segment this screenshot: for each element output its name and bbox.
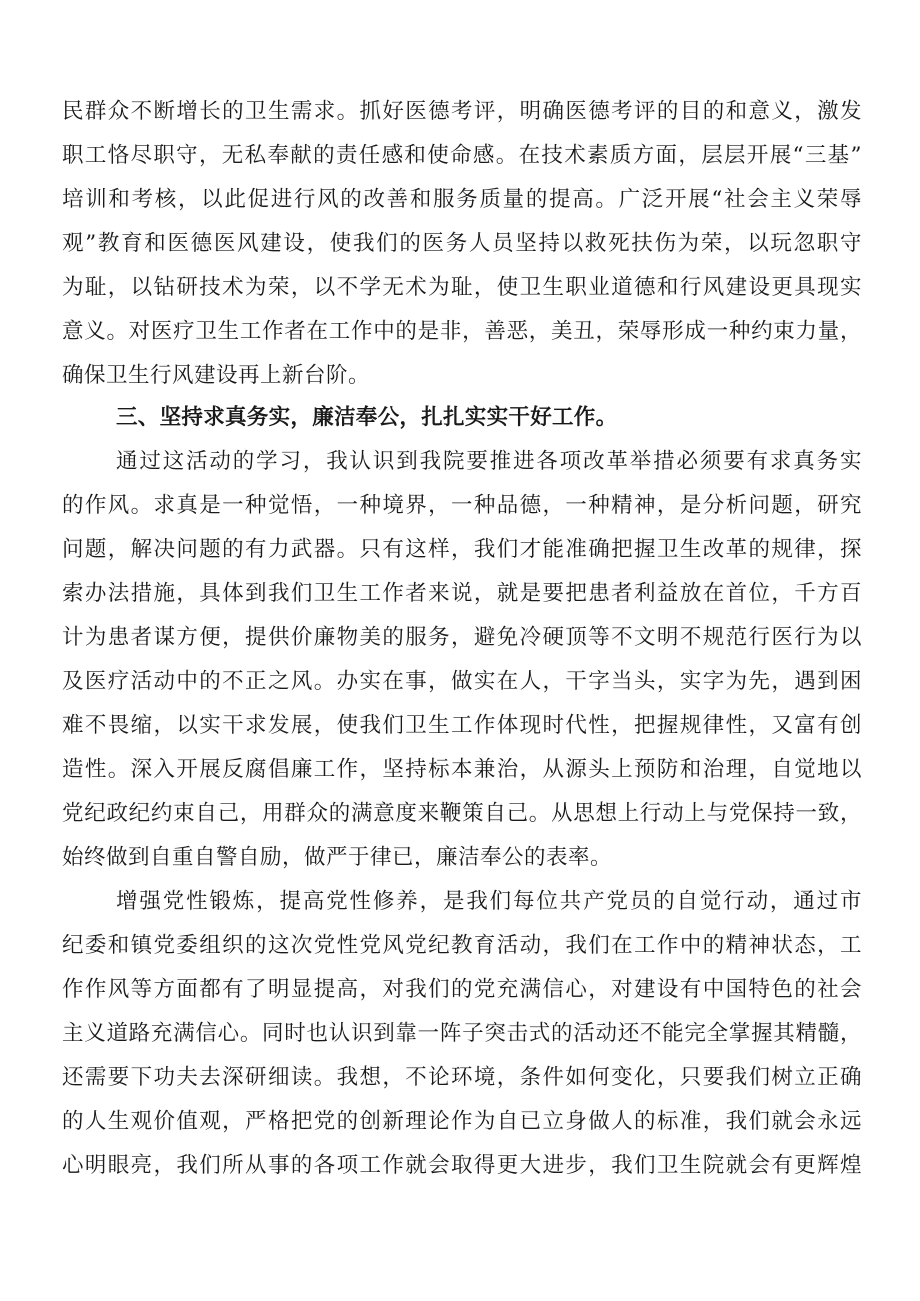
- text-line: 职工恪尽职守，无私奉献的责任感和使命感。在技术素质方面，层层开展“三基”: [62, 143, 862, 168]
- text-line: 意义。对医疗卫生工作者在工作中的是非，善恶，美丑，荣辱形成一种约束力量，: [62, 319, 862, 344]
- text-line: 党纪政纪约束自己，用群众的满意度来鞭策自己。从思想上行动上与党保持一致，: [62, 801, 862, 826]
- text-line: 增强党性锻炼，提高党性修养，是我们每位共产党员的自觉行动，通过市: [116, 889, 862, 914]
- text-line: 的作风。求真是一种觉悟，一种境界，一种品德，一种精神，是分析问题，研究: [62, 493, 862, 518]
- text-line: 为耻，以钻研技术为荣，以不学无术为耻，使卫生职业道德和行风建设更具现实: [62, 275, 862, 300]
- text-line: 还需要下功夫去深研细读。我想，不论环境，条件如何变化，只要我们树立正确: [62, 1065, 862, 1090]
- text-line: 的人生观价值观，严格把党的创新理论作为自已立身做人的标准，我们就会永远: [62, 1109, 862, 1134]
- section-heading: 三、坚持求真务实，廉洁奉公，扎扎实实干好工作。: [116, 405, 618, 430]
- text-line: 心明眼亮，我们所从事的各项工作就会取得更大进步，我们卫生院就会有更辉煌: [62, 1153, 862, 1178]
- text-line: 纪委和镇党委组织的这次党性党风党纪教育活动，我们在工作中的精神状态，工: [62, 933, 862, 958]
- text-line: 培训和考核，以此促进行风的改善和服务质量的提高。广泛开展“社会主义荣辱: [62, 187, 862, 212]
- text-line: 作作风等方面都有了明显提高，对我们的党充满信心，对建设有中国特色的社会: [62, 977, 862, 1002]
- text-line: 及医疗活动中的不正之风。办实在事，做实在人，干字当头，实字为先，遇到困: [62, 669, 862, 694]
- text-line: 始终做到自重自警自励，做严于律已，廉洁奉公的表率。: [62, 845, 613, 870]
- text-line: 民群众不断增长的卫生需求。抓好医德考评，明确医德考评的目的和意义，激发: [62, 99, 862, 124]
- text-line: 观”教育和医德医风建设，使我们的医务人员坚持以救死扶伤为荣，以玩忽职守: [62, 231, 862, 256]
- text-line: 计为患者谋方便，提供价廉物美的服务，避免冷硬顶等不文明不规范行医行为以: [62, 625, 862, 650]
- text-line: 造性。深入开展反腐倡廉工作，坚持标本兼治，从源头上预防和治理，自觉地以: [62, 757, 862, 782]
- text-line: 问题，解决问题的有力武器。只有这样，我们才能准确把握卫生改革的规律，探: [62, 537, 862, 562]
- text-line: 通过这活动的学习，我认识到我院要推进各项改革举措必须要有求真务实: [116, 449, 862, 474]
- text-line: 索办法措施，具体到我们卫生工作者来说，就是要把患者利益放在首位，千方百: [62, 581, 862, 606]
- text-line: 确保卫生行风建设再上新台阶。: [62, 363, 371, 388]
- text-line: 难不畏缩，以实干求发展，使我们卫生工作体现时代性，把握规律性，又富有创: [62, 713, 862, 738]
- text-line: 主义道路充满信心。同时也认识到靠一阵子突击式的活动还不能完全掌握其精髓，: [62, 1021, 862, 1046]
